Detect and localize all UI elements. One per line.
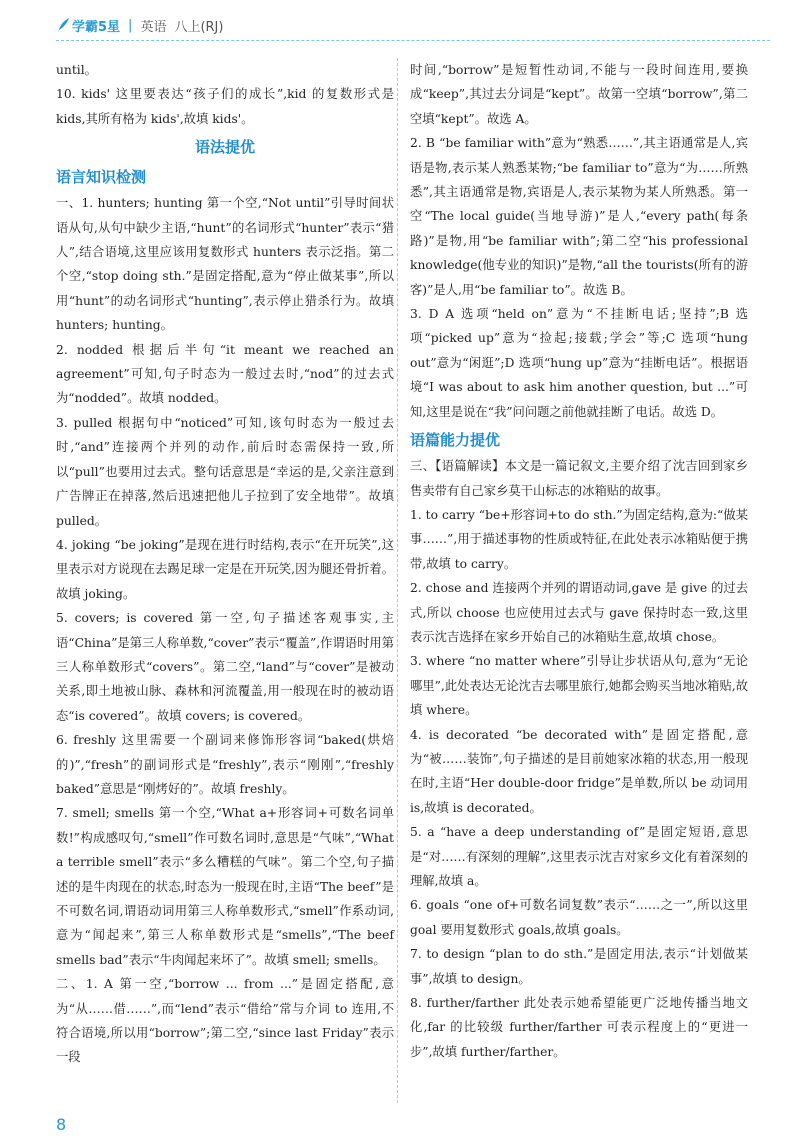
- answer-item: 2. nodded 根据后半句“it meant we reached an agreement”可知,句子时态为一般过去时,“nod”的过去式为“nodded”。故填 nodded。: [56, 342, 394, 406]
- answer-item: 2. B “be familiar with”意为“熟悉……”,其主语通常是人,宾语是物,表示某人熟悉某物;“be familiar to”意为“为……所熟悉”,其主语通常是物,宾语是人,表示某物为某人所熟悉。第一空“The local guide(当地导游)”是人,“every path(每条路)”是物,用“be familiar with”;第二空“his professional knowledge(他专业的知识)”是物,“all the tourists(所有的游客)”是人,用“be familiar to”。故选 B。: [410, 136, 748, 297]
- column-divider: [397, 58, 398, 1103]
- page-number: 8: [56, 1115, 67, 1134]
- answer-item: 7. smell; smells 第一个空,“What a+形容词+可数名词单数!”构成感叹句,“smell”作可数名词时,意思是“气味”,“What a terrible smell”表示“多么糟糕的气味”。第二个空,句子描述的是牛肉现在的状态,时态为一般现在时,主语“The beef”是不可数名词,谓语动词用第三人称单数形式,“smell”作系动词,意为“闻起来”,第三人称单数形式是“smells”,“The beef smells bad”表示“牛肉闻起来坏了”。故填 smell; smells。: [56, 806, 394, 967]
- feather-icon: [56, 17, 70, 33]
- header-subject: 英语: [140, 19, 167, 35]
- answer-item: 7. to design “plan to do sth.”是固定用法,表示“计划做某事”,故填 to design。: [410, 947, 748, 986]
- answer-item: 1. to carry “be+形容词+to do sth.”为固定结构,意为:“做某事……”,用于描述事物的性质或特征,在此处表示冰箱贴便于携带,故填 to carry。: [410, 507, 748, 571]
- answer-item: 5. covers; is covered 第一空,句子描述客观事实,主语“China”是第三人称单数,“cover”表示“覆盖”,作谓语时用第三人称单数形式“covers”。第二空,“land”与“cover”是被动关系,即土地被山脉、森林和河流覆盖,用一般现在时的被动语态“is covered”。故填 covers; is covered。: [56, 611, 394, 723]
- brand-logo: [56, 16, 120, 35]
- left-column: [56, 58, 394, 1070]
- section-title-knowledge: 语言知识检测: [56, 168, 147, 187]
- answer-item: 6. freshly 这里需要一个副词来修饰形容词“baked(烘焙的)”,“fresh”的副词形式是“freshly”,表示“刚刚”,“freshly baked”意思是“刚烤好的”。故填 freshly。: [56, 733, 394, 796]
- answer-item: 8. further/farther 此处表示她希望能更广泛地传播当地文化,far 的比较级 further/farther 可表示程度上的“更进一步”,故填 further/farther。: [410, 996, 748, 1059]
- right-column: [410, 58, 748, 1064]
- answer-item: 3. pulled 根据句中“noticed”可知,该句时态为一般过去时,“and”连接两个并列的动作,前后时态需保持一致,所以“pull”也要用过去式。整句话意思是“幸运的是,父亲注意到广告牌正在掉落,然后迅速把他儿子拉到了安全地带”。故填 pulled。: [56, 415, 394, 528]
- page-header: [56, 14, 223, 36]
- brand-name: 学霸5星: [72, 19, 121, 35]
- reading-summary: 三、【语篇解读】本文是一篇记叙文,主要介绍了沈吉回到家乡售卖带有自己家乡莫干山标志的冰箱贴的故事。: [410, 459, 748, 498]
- answer-item: 4. joking “be joking”是现在进行时结构,表示“在开玩笑”,这里表示对方说现在去踢足球一定是在开玩笑,因为腿还骨折着。故填 joking。: [56, 537, 394, 601]
- header-divider: [56, 40, 770, 41]
- header-grade: 八上(RJ): [174, 19, 224, 35]
- answer-item: 3. where “no matter where”引导让步状语从句,意为“无论哪里”,此处表达无论沈吉去哪里旅行,她都会购买当地冰箱贴,故填 where。: [410, 654, 748, 718]
- answer-item: 一、1. hunters; hunting 第一个空,“Not until”引导时间状语从句,从句中缺少主语,“hunt”的名词形式“hunter”表示“猎人”,结合语境,这里应该用复数形式 hunters 表示泛指。第二个空,“stop doing sth.”是固定搭配,意为“停止做某事”,所以用“hunt”的动名词形式“hunting”,表示停止猎杀行为。故填 hunters; hunting。: [56, 196, 394, 333]
- section-title-grammar: 语法提优: [194, 138, 255, 157]
- answer-item: 3. D A 选项“held on”意为“不挂断电话;坚持”;B 选项“picked up”意为“捡起;接载;学会”等;C 选项“hung out”意为“闲逛”;D 选项“hung up”意为“挂断电话”。根据语境“I was about to ask him another question, but ...”可知,这里是说在“我”问问题之前他就挂断了电话。故选 D。: [410, 307, 748, 419]
- answer-item: 2. chose and 连接两个并列的谓语动词,gave 是 give 的过去式,所以 choose 也应使用过去式与 gave 保持时态一致,这里表示沈吉选择在家乡开始自己的冰箱贴生意,故填 chose。: [410, 581, 748, 644]
- answer-item: 10. kids' 这里要表达“孩子们的成长”,kid 的复数形式是 kids,其所有格为 kids',故填 kids'。: [56, 87, 394, 126]
- answer-item: 二、1. A 第一空,“borrow ... from ...”是固定搭配,意为“从……借……”,而“lend”表示“借给”常与介词 to 连用,不符合语境,所以用“borrow”;第二空,“since last Friday”表示一段: [56, 977, 394, 1065]
- answer-item: 6. goals “one of+可数名词复数”表示“……之一”,所以这里 goal 要用复数形式 goals,故填 goals。: [410, 898, 748, 937]
- header-separator: |: [128, 17, 133, 33]
- section-title-reading: 语篇能力提优: [410, 431, 501, 450]
- answer-item: 5. a “have a deep understanding of”是固定短语,意思是“对……有深刻的理解”,这里表示沈吉对家乡文化有着深刻的理解,故填 a。: [410, 825, 748, 888]
- answer-item: 4. is decorated “be decorated with”是固定搭配,意为“被……装饰”,句子描述的是目前她家冰箱的状态,用一般现在时,主语“Her double-door fridge”是单数,所以 be 动词用 is,故填 is decorated。: [410, 727, 748, 815]
- paragraph: 时间,“borrow”是短暂性动词,不能与一段时间连用,要换成“keep”,其过去分词是“kept”。故第一空填“borrow”,第二空填“kept”。故选 A。: [410, 63, 748, 126]
- paragraph: until。: [56, 63, 97, 77]
